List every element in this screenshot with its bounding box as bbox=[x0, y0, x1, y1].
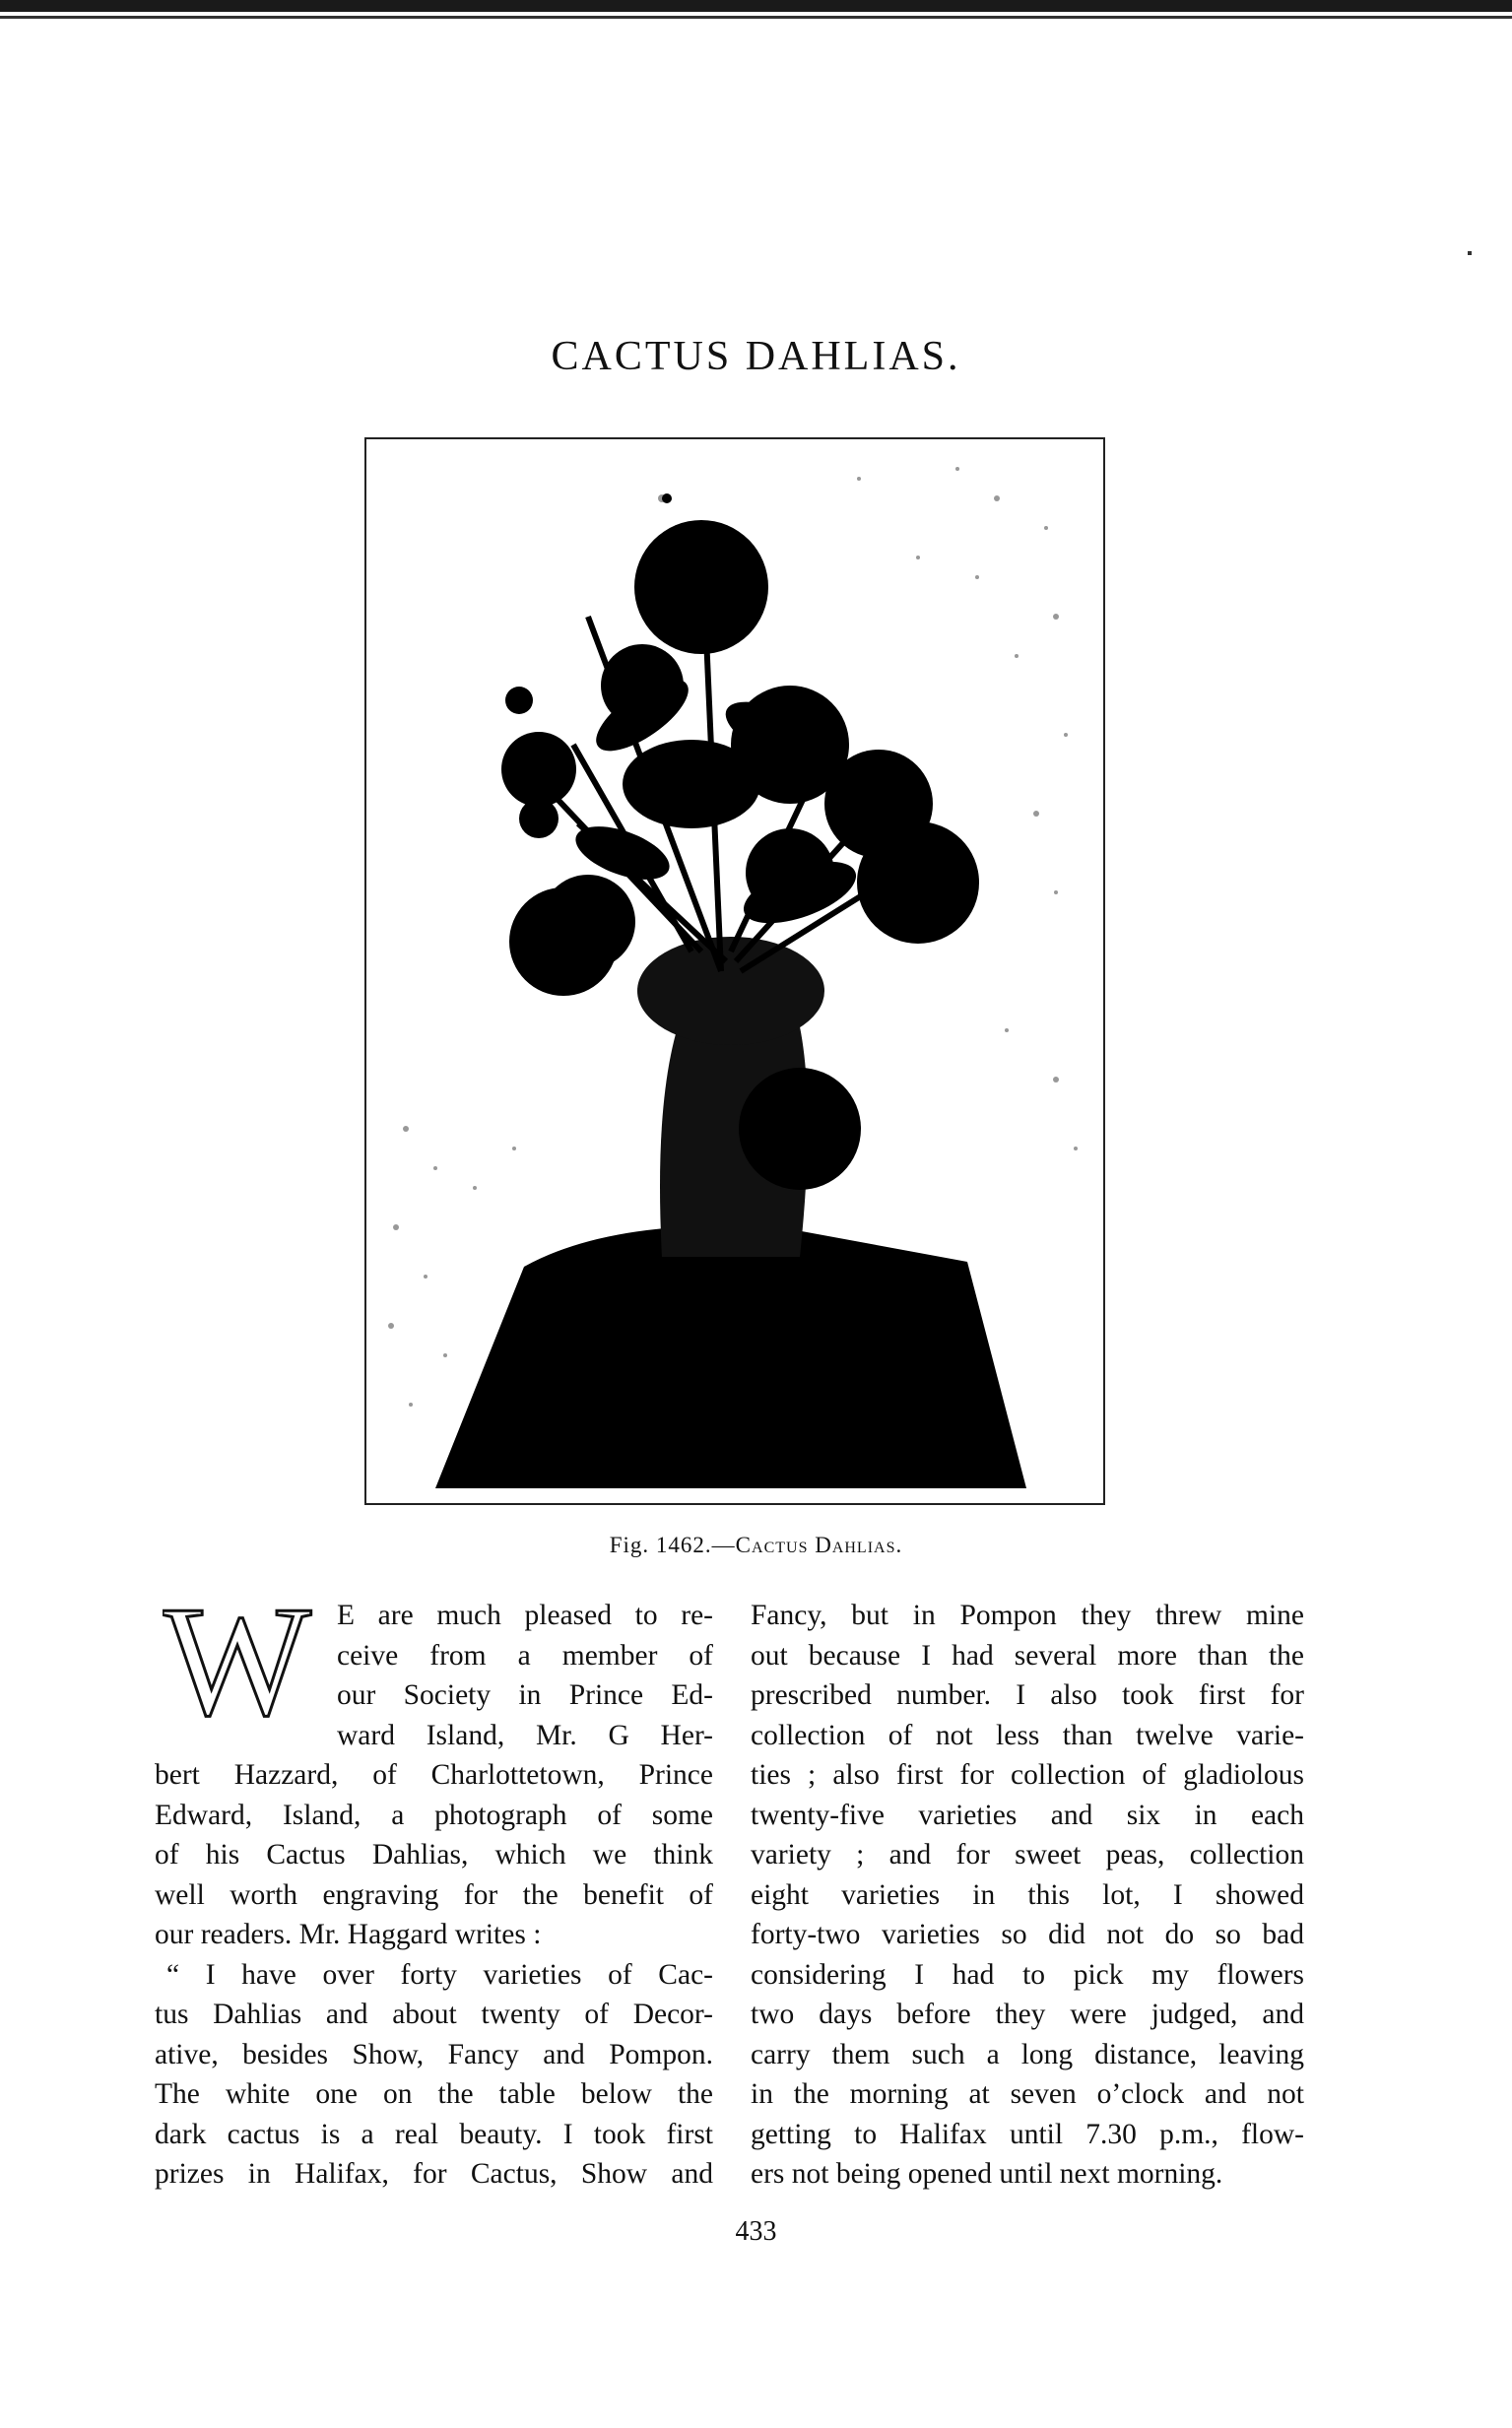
text-line: eight varieties in this lot, I showed bbox=[751, 1878, 1304, 1911]
text-line: ceive from a member of bbox=[337, 1639, 713, 1672]
text-line: prizes in Halifax, for Cactus, Show and bbox=[155, 2158, 713, 2190]
text-line: Fancy, but in Pompon they threw mine bbox=[751, 1600, 1304, 1631]
text-line: considering I had to pick my flowers bbox=[751, 1958, 1304, 1991]
page-number: 433 bbox=[735, 2216, 777, 2247]
text-line: collection of not less than twelve varie- bbox=[751, 1719, 1304, 1751]
text-line: our readers. Mr. Haggard writes : bbox=[155, 1919, 542, 1950]
text-line: well worth engraving for the benefit of bbox=[155, 1878, 713, 1911]
scan-speck bbox=[1468, 251, 1472, 255]
figure-caption-prefix: Fig. 1462.— bbox=[609, 1533, 736, 1557]
text-line: ties ; also first for collection of gladiolous bbox=[751, 1759, 1304, 1791]
text-column-right bbox=[751, 1596, 1304, 2195]
text-line: twenty-five varieties and six in each bbox=[751, 1799, 1304, 1831]
figure-caption-label: Cactus Dahlias. bbox=[735, 1533, 903, 1557]
text-line: “ I have over forty varieties of Cac- bbox=[166, 1958, 713, 1991]
text-line: Edward, Island, a photograph of some bbox=[155, 1799, 713, 1831]
table-shape bbox=[435, 1225, 1026, 1488]
text-line: in the morning at seven o’clock and not bbox=[751, 2078, 1304, 2110]
text-column-left bbox=[155, 1596, 713, 2195]
text-line: E are much pleased to re- bbox=[337, 1600, 713, 1631]
dahlia-photograph bbox=[364, 437, 1105, 1505]
figure-caption bbox=[0, 1533, 1512, 1558]
text-line: The white one on the table below the bbox=[155, 2078, 713, 2110]
text-line: of his Cactus Dahlias, which we think bbox=[155, 1839, 713, 1870]
drop-cap-letter: W bbox=[163, 1598, 312, 1722]
text-line: carry them such a long distance, leaving bbox=[751, 2038, 1304, 2070]
text-line: our Society in Prince Ed- bbox=[337, 1679, 713, 1711]
top-scan-edge bbox=[0, 0, 1512, 12]
text-line: out because I had several more than the bbox=[751, 1639, 1304, 1672]
text-line: dark cactus is a real beauty. I took first bbox=[155, 2118, 713, 2150]
text-line: variety ; and for sweet peas, collection bbox=[751, 1839, 1304, 1870]
text-line: ers not being opened until next morning. bbox=[751, 2158, 1223, 2190]
text-line: getting to Halifax until 7.30 p.m., flow- bbox=[751, 2118, 1304, 2150]
text-line: two days before they were judged, and bbox=[751, 1999, 1304, 2030]
text-line: ward Island, Mr. G Her- bbox=[337, 1719, 713, 1751]
text-line: bert Hazzard, of Charlottetown, Prince bbox=[155, 1759, 713, 1791]
page-title: CACTUS DAHLIAS. bbox=[551, 334, 961, 380]
text-line: tus Dahlias and about twenty of Decor- bbox=[155, 1999, 713, 2030]
text-line: forty-two varieties so did not do so bad bbox=[751, 1919, 1304, 1950]
text-line: prescribed number. I also took first for bbox=[751, 1679, 1304, 1711]
top-scan-edge-thin bbox=[0, 16, 1512, 19]
dahlia-silhouette-image bbox=[366, 439, 1103, 1503]
text-line: ative, besides Show, Fancy and Pompon. bbox=[155, 2038, 713, 2070]
